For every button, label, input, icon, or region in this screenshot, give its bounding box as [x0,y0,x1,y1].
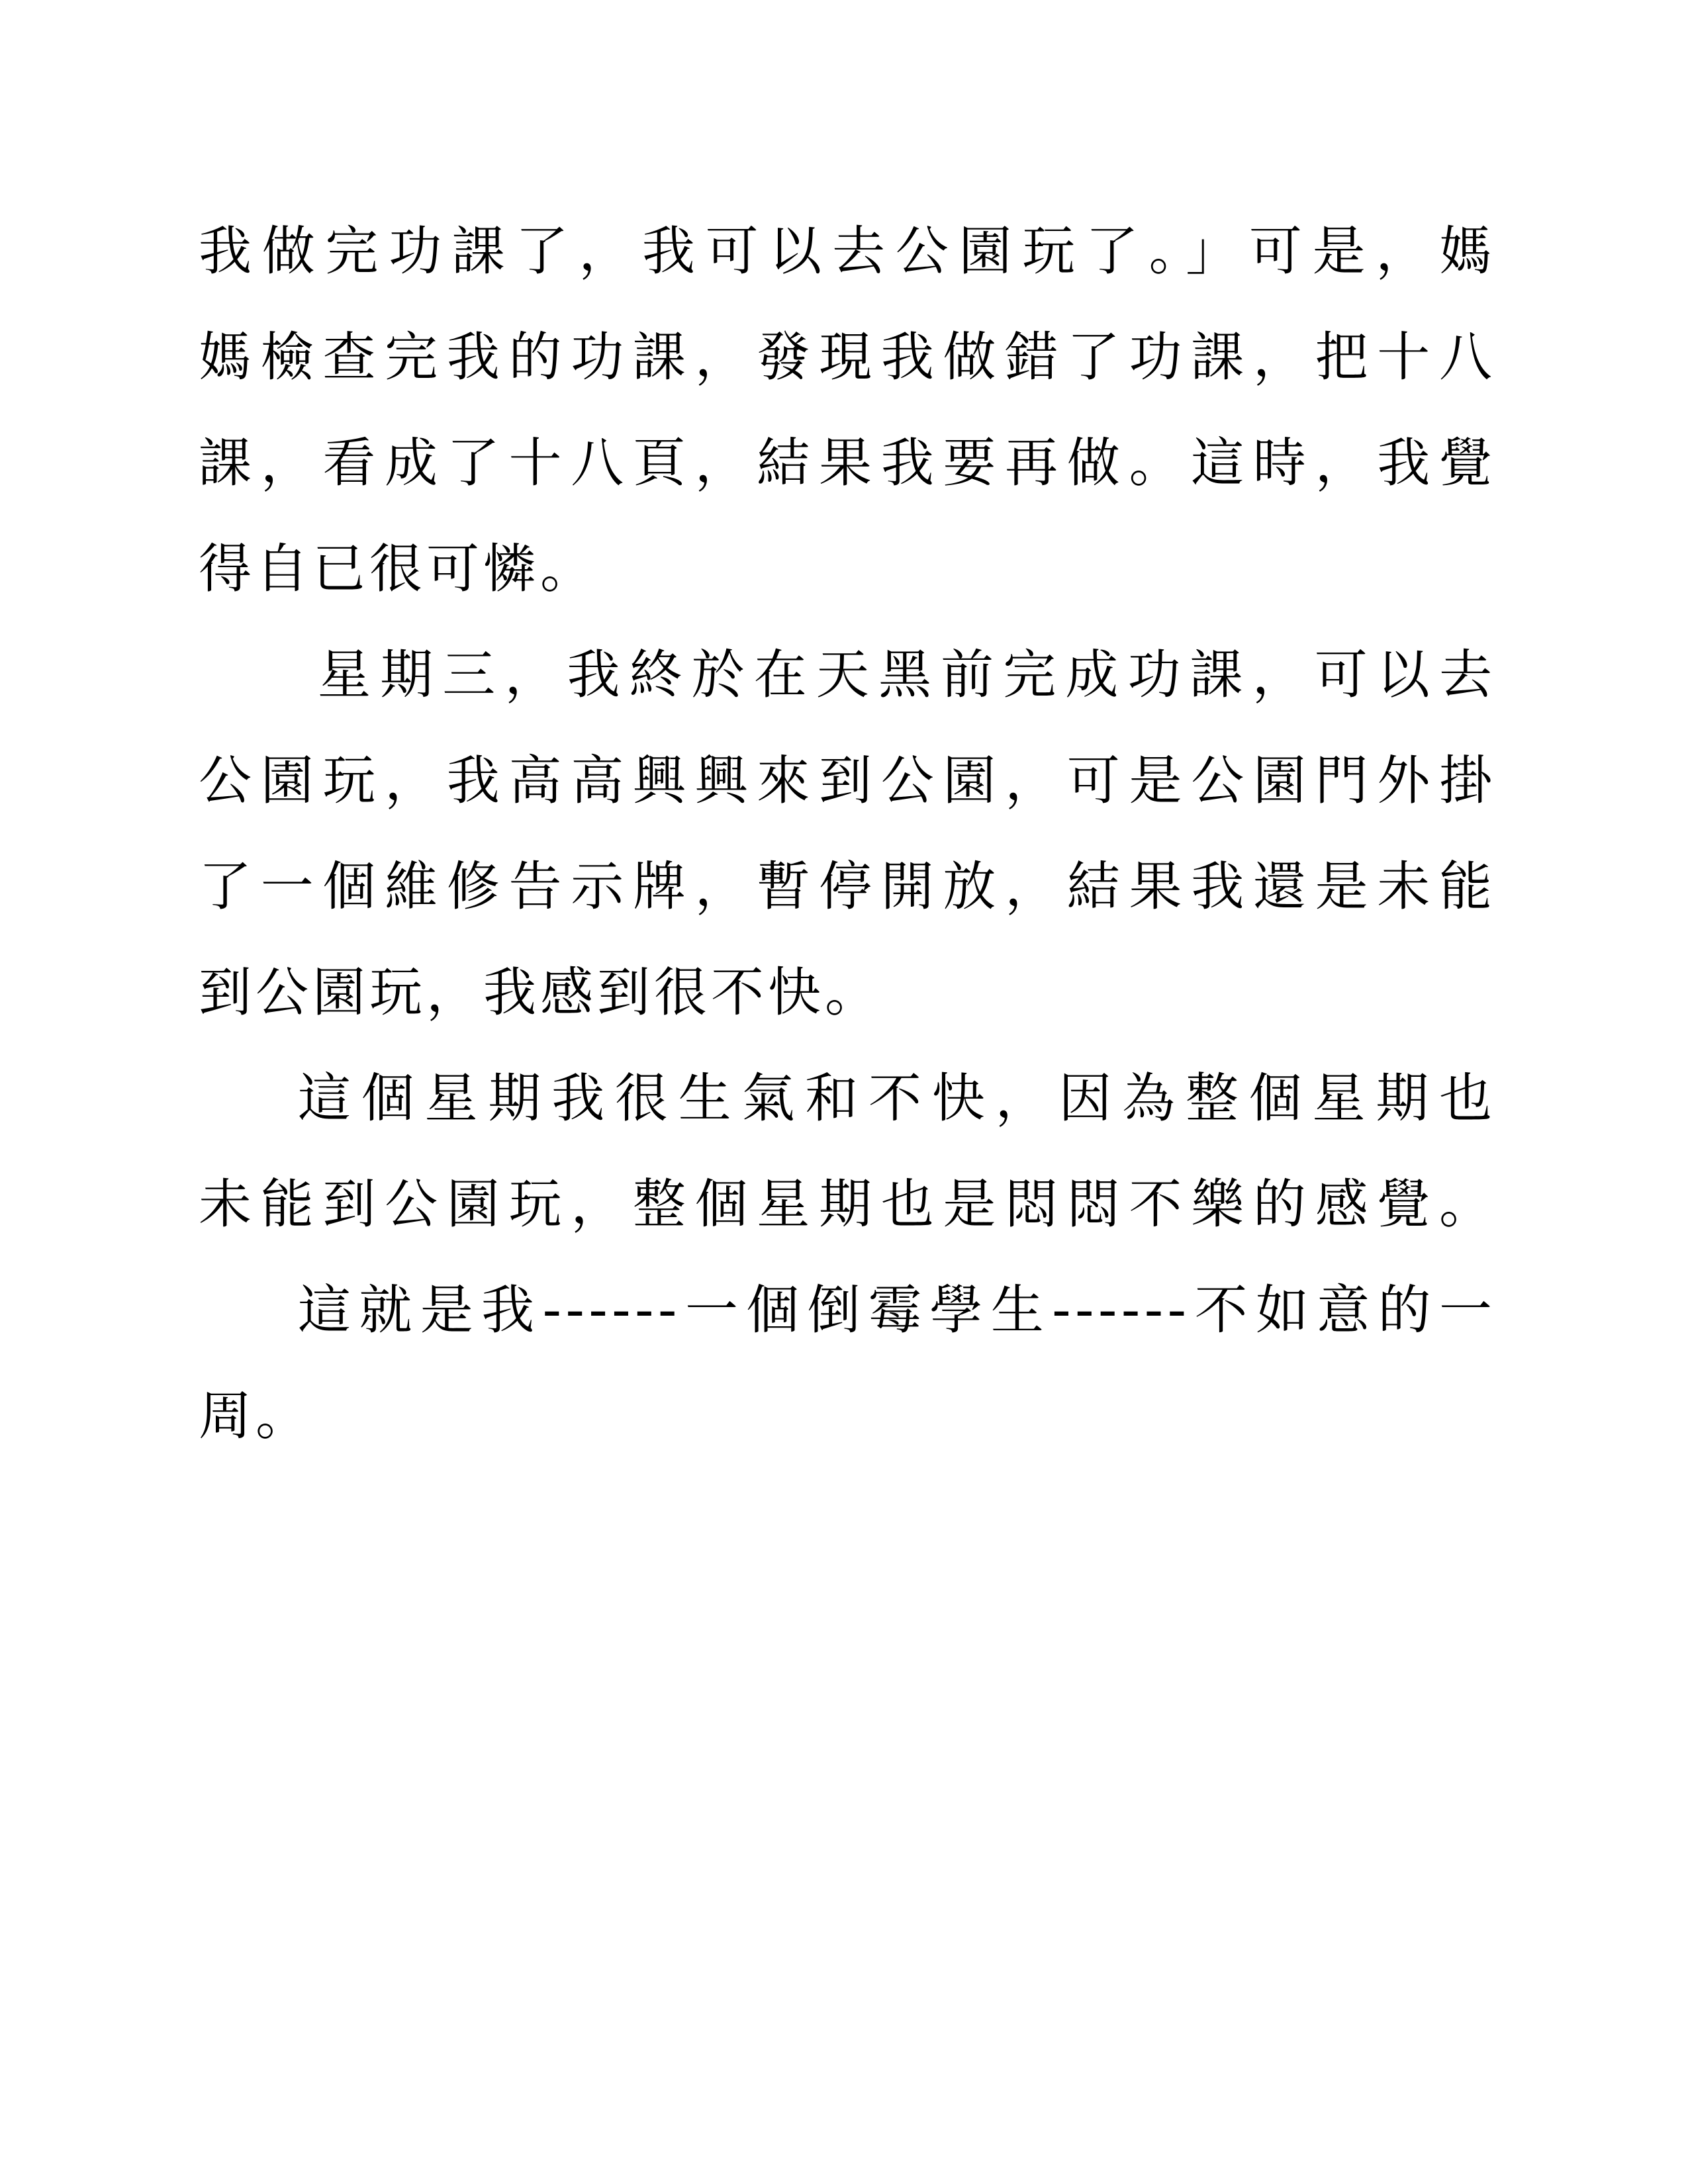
essay-line: 周。 [199,1385,312,1447]
essay-line: 得自已很可憐。 [199,538,597,600]
essay-line: 這就是我------一個倒霉學生------不如意的一 [298,1279,1496,1341]
essay-line: 未能到公園玩，整個星期也是悶悶不樂的感覺。 [199,1173,1496,1235]
essay-line: 課，看成了十八頁，結果我要再做。這時，我覺 [199,432,1496,494]
essay-line: 我做完功課了，我可以去公園玩了。」可是，媽 [199,220,1496,282]
essay-line: 到公園玩，我感到很不快。 [199,962,882,1023]
essay-line: 星期三，我終於在天黑前完成功課，可以去 [318,644,1496,705]
essay-body [199,199,1496,1469]
essay-line: 媽檢查完我的功課，發現我做錯了功課，把十八 [199,326,1496,388]
essay-line: 這個星期我很生氣和不快，因為整個星期也 [298,1068,1496,1129]
essay-line: 公園玩，我高高興興來到公園，可是公園門外掛 [199,750,1496,811]
essay-line: 了一個維修告示牌，暫停開放，結果我還是未能 [199,856,1496,917]
